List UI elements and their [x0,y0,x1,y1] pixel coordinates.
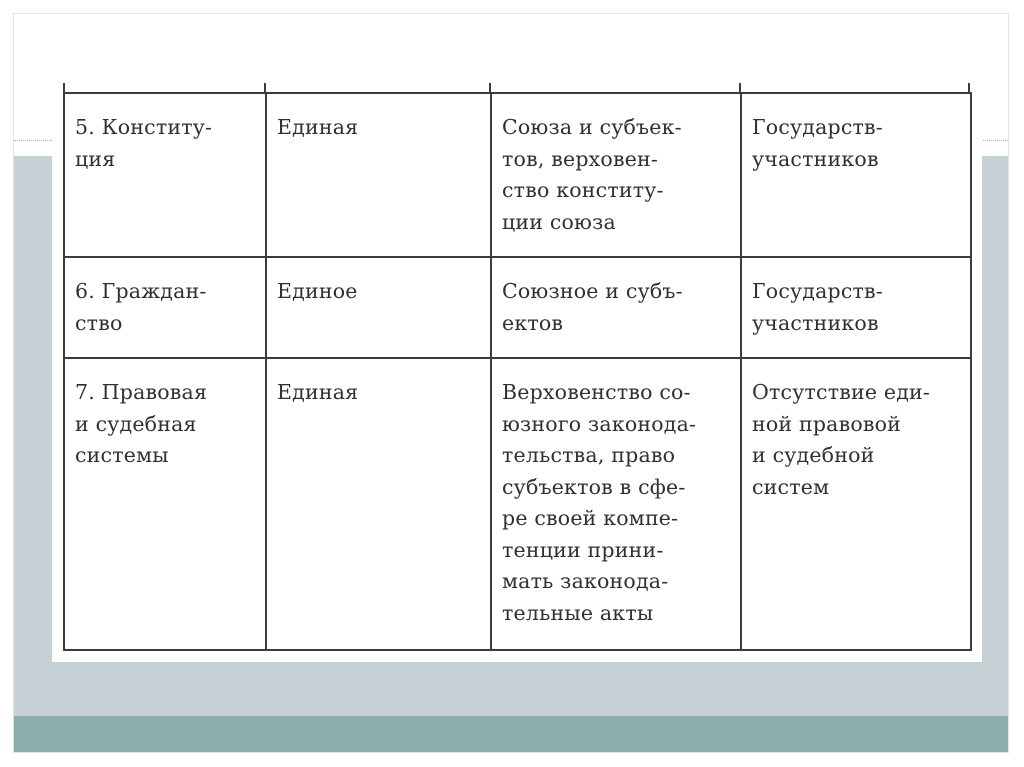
table-cell-confederation: Государств- участников [741,93,971,257]
table-cell-feature: 7. Правовая и судебная системы [64,358,266,650]
table-cell-feature: 5. Конститу- ция [64,93,266,257]
table-row [64,257,971,358]
comparison-table [63,92,972,651]
table-cell-federation: Союза и субъек- тов, верховен- ство конститу- ции союза [491,93,741,257]
slide-footer-band [14,716,1008,752]
table-cell-unitary: Единая [266,358,491,650]
table-cell-confederation: Государств- участников [741,257,971,358]
table-cell-federation: Верховенство со- юзного законода- тельства, право субъектов в сфе- ре своей компе- тенции прини- мать законода- тельные акты [491,358,741,650]
table-cell-unitary: Единое [266,257,491,358]
table-cell-unitary: Единая [266,93,491,257]
table-row [64,93,971,257]
decorative-dotted-line-left [14,140,54,141]
table-row [64,358,971,650]
table-cell-feature: 6. Граждан- ство [64,257,266,358]
table-cell-confederation: Отсутствие еди- ной правовой и судебной систем [741,358,971,650]
table-cell-federation: Союзное и субъ- ектов [491,257,741,358]
